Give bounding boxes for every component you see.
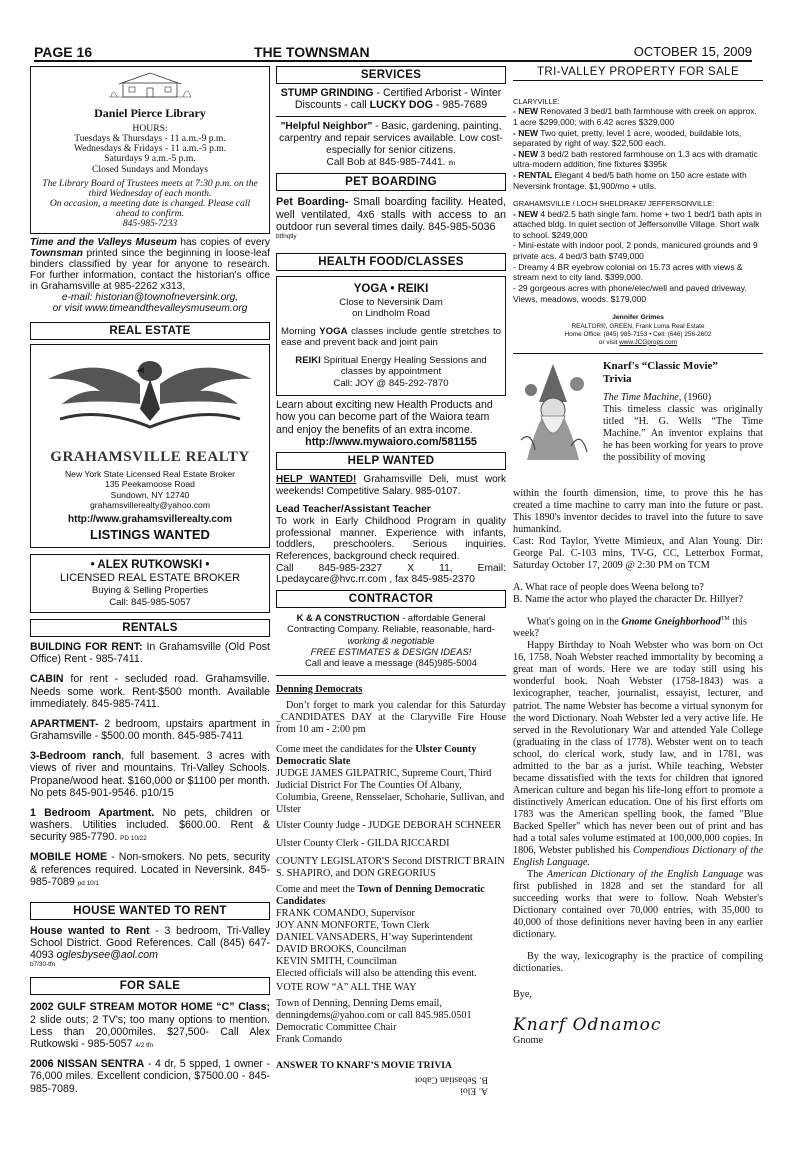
listing-text: - Mini-estate with indoor pool, 2 ponds, manicured grounds and 9 private acs. 4 bed/3 bath $749,000 bbox=[513, 240, 758, 261]
library-hours-title: HOURS: bbox=[132, 123, 168, 134]
gnome-q-prefix: What's going on in the bbox=[527, 616, 622, 628]
helpful-call bbox=[276, 157, 506, 169]
grahamsville-listings bbox=[513, 209, 763, 305]
town-prefix: Come and meet the bbox=[276, 883, 358, 895]
webster-dictionary-title: Compendious Dictionary of the English Language. bbox=[513, 844, 763, 868]
trivia-top bbox=[513, 360, 763, 488]
rental-item bbox=[30, 641, 270, 665]
yoga-location: Close to Neversink Dam bbox=[339, 296, 443, 308]
candidate-line: KEVIN SMITH, Councilman bbox=[276, 956, 397, 968]
teacher-text: To work in Early Childhood Program in quality professional manner. Experience with infants, toddlers, preschoolers. Serious inquiries. References, background check required. bbox=[276, 515, 506, 562]
trivia-movie bbox=[603, 392, 763, 404]
stump-lead: STUMP GRINDING bbox=[280, 87, 374, 99]
library-board-note: The Library Board of Trustees meets at 7:30 p.m. on the third Wednesday of each month. bbox=[42, 177, 258, 199]
contractor-text: - affordable General Contracting Company. Reliable, reasonable, hard- bbox=[287, 612, 495, 635]
listing-item bbox=[513, 209, 763, 241]
listing-item bbox=[513, 106, 763, 127]
services-header: SERVICES bbox=[276, 66, 506, 84]
realty-address: 135 Peekamoose Road bbox=[105, 479, 195, 490]
denning-town bbox=[276, 884, 506, 908]
paper-title: THE TOWNSMAN bbox=[254, 44, 370, 60]
yoga-reiki-ad bbox=[276, 276, 506, 396]
listing-item bbox=[513, 128, 763, 149]
contractor-negotiable: working & negotiable bbox=[347, 634, 435, 646]
pet-boarding-ad bbox=[276, 196, 506, 233]
deli-text: Grahamsville Deli, must work weekends! Competitive Salary. 985-0107. bbox=[276, 474, 506, 497]
house-wanted-header: HOUSE WANTED TO RENT bbox=[30, 902, 270, 920]
eagle-logo-icon bbox=[40, 349, 260, 444]
for-sale-list bbox=[30, 1001, 270, 1094]
paper-name: Townsman bbox=[30, 247, 83, 259]
column-3 bbox=[513, 66, 763, 1047]
grahamsville-label: GRAHAMSVILLE / LOCH SHELDRAKE/ JEFFERSONVILLE: bbox=[513, 199, 715, 209]
listing-lead: - NEW bbox=[513, 127, 539, 138]
rental-text: , full basement. 3 acres with views of river and mountains. Tri-Valley Schools. Propane/wood heat. $160,000 or $1100 per month. No pets 845-901-9546. p10/15 bbox=[30, 750, 270, 799]
rental-item bbox=[30, 851, 270, 888]
stump-grinding-ad bbox=[276, 87, 506, 111]
agent-title: REALTOR®, GREEN, Frank Luma Real Estate bbox=[571, 322, 705, 330]
health-food-header: HEALTH FOOD/CLASSES bbox=[276, 253, 506, 271]
candidate-line: DAVID BROOKS, Councilman bbox=[276, 944, 407, 956]
for-sale-header: FOR SALE bbox=[30, 977, 270, 995]
hours-line: Tuesdays & Thursdays - 11 a.m.-9 p.m. bbox=[74, 133, 226, 145]
agent-web bbox=[513, 339, 763, 347]
rental-text: - Non-smokers. No pets, security & references required. Located in Neversink. 845-985-7089 bbox=[30, 851, 271, 888]
trivia-body-full: within the fourth dimension, time, to prove this he has created a time machine to carry man into the future or past. This 1890's inventor decides to travel into the future to save humankind. bbox=[513, 487, 763, 535]
teacher-call: Call 845-985-2327 X 11, Email: Lpedaycare@hvc.rr.com , fax 845-985-2370 bbox=[276, 562, 506, 586]
gnome-q-suffix: this week? bbox=[513, 616, 747, 640]
listing-text: - Dreamy 4 BR eyebrow colonial on 15.73 acres with views & stream next to city land. $399,000. bbox=[513, 261, 743, 283]
listing-item bbox=[513, 149, 763, 170]
denning-vote: VOTE ROW “A” ALL THE WAY bbox=[276, 982, 417, 994]
museum-notice bbox=[30, 237, 270, 292]
rental-text: for rent - secluded road. Grahamsville. Needs some work. Rent-$500 month. Available immediately. 845-985-7411. bbox=[30, 673, 270, 710]
trivia-question-a: A. What race of people does Weena belong to? bbox=[513, 581, 704, 593]
contractor-estimates: FREE ESTIMATES & DESIGN IDEAS! bbox=[310, 645, 472, 657]
rental-lead: BUILDING FOR RENT: bbox=[30, 641, 143, 654]
candidate-line: FRANK COMANDO, Supervisor bbox=[276, 908, 415, 920]
realty-website: http://www.grahamsvillerealty.com bbox=[68, 514, 232, 526]
denning-title: Denning Democrats bbox=[276, 683, 363, 695]
agent-phone: Home Office: (845) 985-7153 • Cell: (646) 256-2602 bbox=[564, 330, 712, 338]
dict-prefix: The bbox=[527, 868, 547, 880]
gnome-question bbox=[513, 616, 763, 640]
dict-title: American Dictionary of the English Language bbox=[546, 868, 744, 880]
stump-business: LUCKY DOG bbox=[369, 99, 433, 112]
helpful-tag: tfn bbox=[448, 159, 456, 167]
realty-broker: New York State Licensed Real Estate Broker bbox=[64, 468, 236, 479]
listing-text: Renovated 3 bed/1 bath farmhouse with creek on approx. 1 acre $299,000; with 6.42 acres $329,000 bbox=[513, 106, 757, 127]
listing-text: - 29 gorgeous acres with phone/elec/well and paved driveway. Views, meadows, woods. $179,000 bbox=[513, 282, 747, 304]
agent-web-prefix: or visit bbox=[598, 338, 620, 346]
gnome-signature: Knarf Odnamoc bbox=[513, 1015, 662, 1036]
contractor-ad bbox=[276, 612, 506, 635]
library-box bbox=[30, 66, 270, 234]
webster-text: Happy Birthday to Noah Webster who was born on Oct 16, 1758. Noah Webster reached immortality by becoming a great man of words. Here we are today still using his wonderful book. Noah Webster (1758-1843) was a lexicographer, teacher, journalist, essayist, lecturer, and patriot. The name Webster has become a virtual synonym for the word Dictionary. Noah Webster led a very active life. He served in the Revolutionary War and attended Yale College (graduating in the class of 1778). Webster went on to teach school, do clerical work, study law, and in 1781, was admitted to the bar as a jurist. While teaching, Webster became dissatisfied with the texts for children that ignored American culture and began his life-long effort to promote a distinctively American education. One of his first efforts om 1783 was the American spelling book, the famed "Blue Backed Speller" which has never been out of print and has had a total sales volume estimated at 100,000,000 copies. In 1806, Webster published his bbox=[513, 640, 763, 856]
page-number: PAGE 16 bbox=[34, 44, 93, 60]
rutkowski-ad bbox=[30, 554, 270, 613]
pet-lead: Pet Boarding- bbox=[276, 196, 349, 209]
reiki-word: REIKI bbox=[295, 354, 321, 366]
real-estate-header: REAL ESTATE bbox=[30, 322, 270, 340]
listing-text: 3 bed/2 bath restored farmhouse on 1.3 acs with dramatic ultra-modern addition, fine fixtures $395k bbox=[513, 148, 758, 170]
rental-lead: 3-Bedroom ranch bbox=[30, 750, 122, 763]
trivia-answer-title: ANSWER TO KNARF’S MOVIE TRIVIA bbox=[276, 1060, 452, 1072]
listing-lead: - NEW bbox=[513, 106, 539, 117]
library-name: Daniel Pierce Library bbox=[94, 106, 206, 120]
denning-chair-name: Frank Comando bbox=[276, 1034, 342, 1046]
for-sale-text: 2 slide outs; 2 TV's; too many options to mention. Less than 20,000miles. $27,500- Call Alex Rutkowski - 985-5057 bbox=[30, 1013, 270, 1050]
museum-visit: or visit www.timeandthevalleysmuseum.org bbox=[52, 302, 248, 314]
museum-text: printed since the beginning in loose-leaf binders classified by year for anyone to research. For further information, contact the historian's office in Grahamsville at 985-2262 x313, bbox=[30, 247, 270, 292]
hours-line: Wednesdays & Fridays - 11 a.m.-5 p.m. bbox=[73, 143, 227, 155]
reiki-text: Spiritual Energy Healing Sessions and classes by appointment bbox=[320, 354, 487, 378]
museum-email: e-mail: historian@townofneversink.org, bbox=[61, 291, 239, 303]
rentals-header: RENTALS bbox=[30, 619, 270, 637]
rutkowski-subtitle: Buying & Selling Properties bbox=[91, 585, 209, 597]
rutkowski-name: • ALEX RUTKOWSKI • bbox=[90, 559, 210, 572]
for-sale-lead: 2002 GULF STREAM MOTOR HOME “C” Class; bbox=[30, 1001, 270, 1014]
for-sale-lead: 2006 NISSAN SENTRA bbox=[30, 1058, 145, 1071]
issue-date: OCTOBER 15, 2009 bbox=[633, 44, 752, 59]
denning-candidates bbox=[276, 908, 506, 980]
rutkowski-phone: Call: 845-985-5057 bbox=[109, 596, 191, 608]
movie-title: The Time Machine, bbox=[603, 391, 682, 403]
claryville-listings bbox=[513, 106, 763, 191]
library-hours bbox=[37, 134, 263, 174]
answer-a: A. Eloi bbox=[460, 1085, 488, 1097]
listing-lead: - NEW bbox=[513, 148, 539, 159]
gnome-bye: Bye, bbox=[513, 989, 532, 1001]
reiki-call: Call: JOY @ 845-292-7870 bbox=[333, 377, 449, 389]
stump-phone: - 985-7689 bbox=[432, 99, 488, 112]
rutkowski-title: LICENSED REAL ESTATE BROKER bbox=[59, 572, 241, 585]
listing-lead: - RENTAL bbox=[513, 170, 553, 180]
listing-text: Elegant 4 bed/5 bath home on 150 acre estate with Neversink frontage. $1,900/mo + utils. bbox=[513, 170, 747, 191]
trivia-body-right: This timeless classic was originally titled “H. G. Wells “The Time Machine.” An inventor explains that he has been working for years to prove the possibility of moving bbox=[603, 403, 763, 463]
rental-lead: MOBILE HOME bbox=[30, 851, 108, 864]
rental-lead: 1 Bedroom Apartment. bbox=[30, 806, 155, 819]
candidate-line: JOY ANN MONFORTE, Town Clerk bbox=[276, 920, 430, 932]
yoga-reiki-title: YOGA • REIKI bbox=[353, 283, 429, 296]
yoga-description bbox=[281, 326, 501, 349]
dict-text: was first published in 1828 and set the standard for all succeeding works that were to follow. Noah Webster's Dictionary contained over 70,000 entries, with 35,000 to 40,000 of those definitions never having been in any earlier dictionary. bbox=[513, 868, 763, 941]
rental-lead: CABIN bbox=[30, 673, 64, 686]
helpful-phone: Call Bob at 845-985-7441. bbox=[326, 156, 446, 168]
help-wanted-header: HELP WANTED bbox=[276, 452, 506, 470]
helpful-lead: "Helpful Neighbor" bbox=[280, 121, 373, 133]
waiora-ad: Learn about exciting new Health Products and how you can become part of the Waiora team and enjoy the benefits of an extra income. bbox=[276, 399, 493, 436]
yoga-word: YOGA bbox=[319, 325, 348, 337]
contractor-call: Call and leave a message (845)985-5004 bbox=[305, 657, 477, 669]
agent-name: Jennifer Grimes bbox=[612, 314, 664, 322]
helpful-neighbor-ad bbox=[276, 121, 506, 156]
gnome-webster-paragraph bbox=[513, 640, 763, 869]
slate-prefix: Come meet the candidates for the bbox=[276, 743, 416, 755]
yoga-road: on Lindholm Road bbox=[352, 308, 430, 320]
listing-item bbox=[513, 170, 763, 191]
agent-web-link[interactable]: www.JCGprops.com bbox=[619, 338, 678, 346]
denning-chair-title: Democratic Committee Chair bbox=[276, 1022, 397, 1034]
library-occasion-note: On occasion, a meeting date is changed. Please call ahead to confirm. bbox=[49, 197, 251, 219]
trivia-title: Knarf's “Classic Movie” bbox=[603, 359, 718, 372]
realty-email: grahamsvillerealty@yahoo.com bbox=[89, 499, 210, 510]
rental-lead: APARTMENT- bbox=[30, 717, 99, 730]
gnome-dictionary-paragraph bbox=[513, 869, 763, 941]
candidate-line: Elected officials will also be attending this event. bbox=[276, 968, 477, 980]
pet-boarding-header: PET BOARDING bbox=[276, 173, 506, 191]
divider bbox=[276, 116, 506, 117]
museum-text: has copies of every bbox=[176, 236, 271, 248]
library-phone: 845-985-7233 bbox=[122, 217, 178, 229]
library-building-icon bbox=[105, 71, 195, 99]
deli-lead: HELP WANTED! bbox=[276, 474, 357, 486]
house-wanted-email: oglesbysee@aol.com bbox=[56, 949, 158, 962]
listing-item bbox=[513, 262, 763, 283]
rental-tag: PD 10/22 bbox=[120, 835, 147, 843]
hours-line: Saturdays 9 a.m.-5 p.m. bbox=[104, 153, 196, 165]
gnome-illustration-icon bbox=[517, 360, 589, 470]
town-bold: Town of Denning Democratic Candidates bbox=[276, 883, 485, 907]
trivia-question-b: B. Name the actor who played the character Dr. Hillyer? bbox=[513, 593, 743, 605]
house-wanted-tag: b7/30-tfn bbox=[30, 961, 56, 969]
pet-text: Small boarding facility. Heated, well ventilated, 4x6 stalls with access to an outdoor run several times daily. 845-985-5036 bbox=[276, 196, 507, 234]
rental-item bbox=[30, 673, 270, 710]
divider bbox=[513, 353, 763, 354]
movie-year: (1960) bbox=[681, 391, 712, 403]
gnome-q-bold: Gnome Gneighborhood bbox=[621, 616, 721, 628]
denning-slate bbox=[276, 744, 506, 768]
for-sale-item bbox=[30, 1001, 270, 1050]
grahamsville-realty-ad bbox=[30, 344, 270, 548]
contractor-header: CONTRACTOR bbox=[276, 590, 506, 608]
agent-block bbox=[513, 314, 763, 346]
listing-lead: - NEW bbox=[513, 208, 539, 219]
masthead bbox=[34, 44, 752, 60]
rental-item bbox=[30, 750, 270, 799]
listing-item bbox=[513, 283, 763, 304]
listing-item bbox=[513, 240, 763, 261]
tri-valley-header: TRI-VALLEY PROPERTY FOR SALE bbox=[513, 66, 763, 81]
realty-city: Sundown, NY 12740 bbox=[110, 489, 190, 500]
denning-county-judge: Ulster County Judge - JUDGE DEBORAH SCHNEER bbox=[276, 819, 502, 831]
candidate-line: DANIEL VANSADERS, H’way Superintendent bbox=[276, 932, 473, 944]
gnome-lexicography: By the way, lexicography is the practice of compiling dictionaries. bbox=[513, 951, 763, 975]
waiora-link[interactable]: http://www.mywaioro.com/581155 bbox=[305, 435, 477, 448]
denning-judge: JUDGE JAMES GILPATRIC, Supreme Court, Third Judicial District For The Counties Of Albany, Columbia, Greene, Rensselaer, Schoharie, Sullivan, and Ulster bbox=[276, 767, 505, 815]
column-1 bbox=[30, 66, 270, 1103]
house-wanted-lead: House wanted to Rent bbox=[30, 924, 150, 937]
listing-text: Two quiet, pretty, level 1 acre, wooded, buildable lots, separated by right of way. $22,500 each. bbox=[513, 127, 742, 149]
hours-line: Closed Sundays and Mondays bbox=[92, 163, 208, 175]
deli-ad bbox=[276, 474, 506, 497]
listing-text: 4 bed/2.5 bath single fam. home + two 1 bed/1 bath apts in attached bldg. In quiet section of Jeffersonville Village. Short walk to school. $249,000 bbox=[513, 208, 762, 240]
trivia-answer-upside-down bbox=[388, 1074, 488, 1097]
denning-intro: Don’t forget to mark you calendar for this Saturday _CANDIDATES DAY at the Claryville Fire House from 10 am - 2:00 pm bbox=[276, 699, 506, 735]
reiki-description bbox=[281, 355, 501, 378]
trivia-cast: Cast: Rod Taylor, Yvette Mimieux, and Alan Young. Dir: George Pal. C-103 mins, TV-G, CC, Letterbox Format, Saturday October 17, 2009 @ 2:30 PM on TCM bbox=[513, 535, 763, 571]
realty-logo-text: GRAHAMSVILLE REALTY bbox=[50, 448, 250, 465]
trivia-title-2: Trivia bbox=[603, 372, 632, 385]
house-wanted-ad bbox=[30, 925, 270, 962]
museum-name: Time and the Valleys Museum bbox=[30, 236, 177, 248]
denning-email: Town of Denning, Denning Dems email, denningdems@yahoo.com or call 845.985.0501 bbox=[276, 998, 472, 1022]
answer-b: B. Sebastian Cabot bbox=[414, 1073, 488, 1085]
trivia-right-text bbox=[603, 360, 763, 464]
for-sale-tag: 4/2 tfn bbox=[135, 1041, 154, 1049]
listings-wanted: LISTINGS WANTED bbox=[90, 527, 210, 543]
slate-bold: Ulster County Democratic Slate bbox=[276, 743, 477, 767]
stump-text: - Certified Arborist - Winter Discounts - call bbox=[294, 87, 502, 112]
masthead-rule bbox=[34, 60, 752, 62]
helpful-text: - Basic, gardening, painting, carpentry and repair services available. Low cost-especially for senior citizens. bbox=[279, 121, 503, 156]
yoga-text: classes include gentle stretches to ease and prevent back and joint pain bbox=[281, 325, 501, 349]
rental-text: No pets, children or washers. Utilities included. $600.00. Rent & security 985-7790. bbox=[30, 806, 270, 844]
rental-item bbox=[30, 718, 270, 742]
for-sale-item bbox=[30, 1058, 270, 1095]
rental-tag: pd 10/1 bbox=[77, 879, 100, 887]
column-2 bbox=[276, 66, 506, 1096]
rental-item bbox=[30, 807, 270, 844]
rental-text: 2 bedroom, upstairs apartment in Grahamsville - $500.00 month. 845-985-7411 bbox=[30, 717, 270, 743]
pet-tag: btfnqtly bbox=[276, 233, 297, 241]
divider bbox=[276, 675, 506, 676]
trademark: TM bbox=[720, 615, 730, 622]
contractor-lead: K & A CONSTRUCTION bbox=[296, 612, 400, 624]
yoga-prefix: Morning bbox=[281, 325, 320, 337]
claryville-label: CLARYVILLE: bbox=[513, 97, 560, 106]
house-wanted-text: - 3 bedroom, Tri-Valley School District. Good References. Call (845) 647-4093 bbox=[30, 924, 270, 962]
teacher-title: Lead Teacher/Assistant Teacher bbox=[276, 504, 431, 516]
gnome-sign: Gnome bbox=[513, 1035, 543, 1047]
denning-legislators: COUNTY LEGISLATOR'S Second DISTRICT BRAIN S. SHAPIRO, and DON GREGORIUS bbox=[276, 855, 505, 879]
denning-clerk: Ulster County Clerk - GILDA RICCARDI bbox=[276, 837, 450, 849]
for-sale-text: - 4 dr, 5 spped, 1 owner - 76,000 miles. Excellent condicion, $7500.00 - 845-985-7089. bbox=[30, 1058, 271, 1095]
rentals-list bbox=[30, 641, 270, 888]
rental-text: In Grahamsville (Old Post Office) Rent - 985-7411. bbox=[30, 641, 270, 666]
